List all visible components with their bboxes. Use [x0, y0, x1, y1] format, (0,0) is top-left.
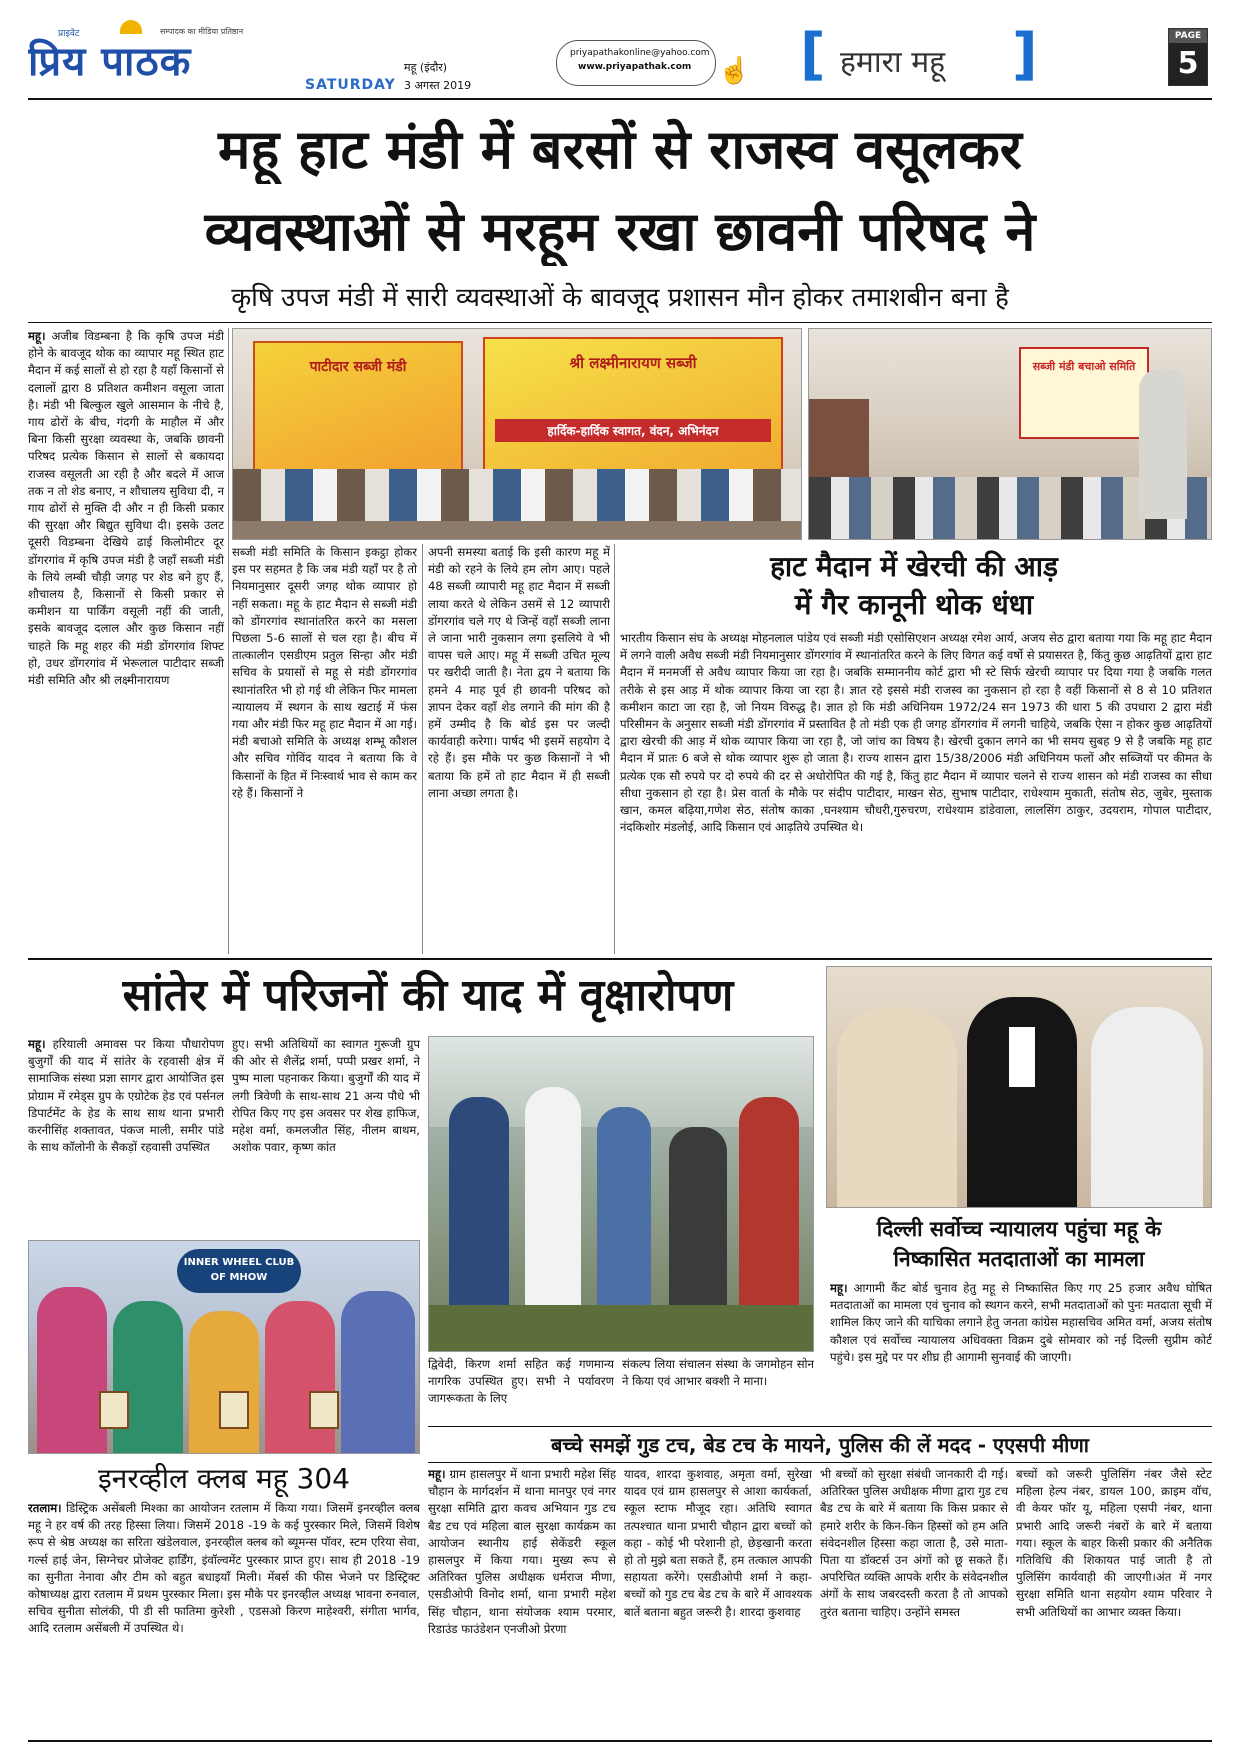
banner-text-c: हार्दिक-हार्दिक स्वागत, वंदन, अभिनंदन — [495, 419, 771, 442]
lead-headline-2: व्यवस्थाओं से मरहूम रखा छावनी परिषद ने — [204, 200, 1036, 263]
police-col1-text: ग्राम हासलपुर में थाना प्रभारी महेश सिंह चौहान के मार्गदर्शन में थाना मानपुर एवं नगर सुरक्षा समिति द्वारा कवच अभियान गुड टच बैड टच एवं महिला बाल सुरक्षा कार्यक्रम का आयोजन स्थानीय हाई सेकेंडरी स्कूल हासलपुर में किया गया। मुख्य रूप से अतिरिक्त पुलिस अधीक्षक धर्मराज मीणा, एसडीओपी विनोद शर्मा, थाना प्रभारी महेश सिंह चौहान, थाना संयोजक श्याम परमार, रिडाउंड फाउंडेशन एनजीओ प्रेरणा — [428, 1467, 616, 1636]
court-dateline: महू। — [830, 1281, 848, 1295]
supreme-court-photo — [826, 966, 1212, 1208]
tree-column-3 — [428, 1356, 614, 1422]
tree-column-1 — [28, 1036, 224, 1234]
section-bracket-right: ] — [1012, 22, 1038, 87]
col-rule — [228, 328, 229, 954]
tree-col2-text: हुए। सभी अतिथियों का स्वागत गुरूजी ग्रुप की ओर से शैलेंद्र शर्मा, पप्पी प्रखर शर्मा, ने पुष्प माला पहनाकर किया। बुजुर्गों की याद में लगी त्रिवेणी के साथ-साथ 21 अन्य पौधे भी रोपित किए गए इस अवसर पर शेख हाफिज, महेश वर्मा, कमलजीत सिंह, नीलम बाथम, अशोक पवार, कृष्ण कांत — [232, 1037, 420, 1155]
court-text — [830, 1280, 1212, 1420]
court-headline-1: दिल्ली सर्वोच्च न्यायालय पहुंचा महू के — [876, 1217, 1162, 1241]
police-headline: बच्चे समझें गुड टच, बेड टच के मायने, पुलिस की लें मदद - एएसपी मीणा — [551, 1433, 1089, 1457]
footer-rule — [28, 1740, 1212, 1742]
tree-plantation-photo — [428, 1036, 814, 1352]
tree-col1-text: हरियाली अमावस पर किया पौधारोपण बुजुर्गों की याद में सांतेर के रहवासी क्षेत्र में सामाजिक संस्था प्रज्ञा सागर द्वारा आयोजित इस प्रोग्राम में रमेड्स ग्रुप के एग्रोटेक हेड एवं पर्सनल डिपार्टमेंट के हेड के साथ साथ थाना प्रभारी करनीसिंह शक्तावत, पंकज माली, समीर पांडे के साथ कॉलोनी के सैकड़ों रहवासी उपस्थित — [28, 1037, 224, 1155]
contact-email: priyapathakonline@yahoo.com — [570, 48, 710, 58]
masthead-divider — [28, 98, 1212, 100]
banner-text-b: श्री लक्ष्मीनारायण सब्जी — [569, 354, 697, 372]
pointing-hand-icon: ☝ — [718, 56, 751, 86]
inner-wheel-photo — [28, 1240, 420, 1454]
tree-col4-text: संकल्प लिया संचालन संस्था के जगमोहन सोन ने किया एवं आभार बक्शी ने माना। — [622, 1357, 814, 1389]
lead-col1-text: अजीब विडम्बना है कि कृषि उपज मंडी होने के बावजूद थोक का व्यापार महू स्थित हाट मैदान में कई सालों से हो रहा है यहाँ किसानों से दलालों द्वारा 8 प्रतिशत कमीशन वसूला जाता है। मंडी भी बिल्कुल खुले आसमान के नीचे है, गाय ढोरों के बीच, गंदगी के माहौल में और बिना किसी सुरक्षा व्यवस्था के, जबकि छावनी परिषद प्रत्येक किसान से सालों से बकायदा राजस्व वसूलती आ रही है और बदले में आज तक न तो शेड बनाए, न शौचालय सुविधा दी, न गाय ढोरों से मुक्ति दी और न ही किसी प्रकार की सुरक्षा और बिद्युत सुविधा दी। इसके उलट दूसरी विडम्बना देखिये ढाई किलोमीटर दूर डोंगरगांव में कृषि उपज मंडी है जहाँ सब्जी मंडी के लिये लम्बी चौड़ी जगह पर शेड बने हुए हैं, शौचालय है, किसानों से किसी प्रकार से कमीशन या पार्किंग वसूली नहीं की जाती, इसके बावजूद दलाल और कुछ किसान नहीं चाहते कि महू शहर की मंडी डोंगरगांव शिफ्ट हो, उधर डोंगरगांव में भेरूलाल पाटीदार सब्जी मंडी समिति और श्री लक्ष्मीनारायण — [28, 329, 224, 688]
masthead — [0, 0, 1240, 98]
logo-title: प्रिय पाठक — [28, 39, 192, 85]
tree-dateline: महू। — [28, 1037, 46, 1051]
col-rule — [614, 544, 615, 954]
samiti-meeting-photo — [808, 328, 1212, 540]
page-label: PAGE — [1169, 29, 1207, 43]
sub-headline-2: में गैर कानूनी थोक धंधा — [794, 588, 1034, 621]
police-dateline: महू। — [428, 1467, 446, 1481]
page-number: 5 — [1169, 43, 1207, 85]
contact-website: www.priyapathak.com — [578, 62, 692, 72]
police-col4-text: बच्चों को जरूरी पुलिसिंग नंबर जैसे स्टेट महिला हेल्प नंबर, डायल 100, क्राइम वॉच, वी केयर फॉर यू, महिला एसपी नंबर, थाना प्रभारी आदि जरूरी नंबरों के बारे में बताया गया। स्कूल के बाहर किसी प्रकार की अनैतिक गतिविधि की शिकायत पाई जाती है तो पुलिसिंग कार्यवाही की जाएगी।अंत में नगर सुरक्षा समिति थाना सहयोग श्याम परिवार ने सभी अतिथियों का आभार व्यक्त किया। — [1016, 1467, 1212, 1619]
lead-sub-body: भारतीय किसान संघ के अध्यक्ष मोहनलाल पांडेय एवं सब्जी मंडी एसोसिएशन अध्यक्ष रमेश आर्य, अजय सेठ द्वारा बताया गया कि महू हाट मैदान में लगने वाली अवैध सब्जी मंडी नियमानुसार डोंगरगांव में स्थानांतरित करने के लिए विगत कई वर्षो से प्रयासरत है, किंतु कुछ आढ़तियों द्वारा हाट मैदान में मनमर्जी से अवैध व्यापार किया जा रहा है। जबकि सम्माननीय कोर्ट द्वारा भी स्टे सिर्फ खेरची व्यापार पर दिया गया है जबकि गलत तरीके से इस आड़ में थोक व्यापार किया जा रहा है। ज्ञात रहे इससे मंडी राजस्व का नुकसान हो रहा है वहीं किसानों से 8 से 10 प्रतिशत कमीशन काटा जा रहा है, जो नियम विरुद्ध है। ज्ञात हो कि मंडी अधिनियम 1972/24 सन 1973 की धारा 5 की उपधारा 2 द्वारा मंडी परिसीमन के अनुसार सब्जी मंडी डोंगरगांव में प्रस्तावित है तो मंडी एक ही जगह डोंगरगांव में लगनी चाहिये, जबकि ऐसा न होकर कुछ आढ़तियों द्वारा खेरची की आड़ में थोक व्यापार किया जा रहा है, जो जांच का विषय है। खेरची दुकान लगने का भी समय सुबह 9 से है जबकि महू हाट मैदान में प्रातः 6 बजे से थोक व्यापार शुरू हो जाता है। राज्य शासन द्वारा 15/38/2006 मंडी अधिनियम फलों और सब्जियों पर कीमत के प्रत्येक एक सौ रुपये पर दो रुपये की दर से अधोरोपित की गई है, किंतु हाट मैदान में व्यापार चलने से राज्य शासन को मंडी राजस्व का सीधा सीधा नुकसान हो रहा है। प्रेस वार्ता के मौके पर संदीप पाटीदार, माखन सेठ, सुभाष पाटीदार, राधेश्याम मुकाती, संतोष सेठ, जुबेर, मुस्ताक खान, कमल बढ़िया,गणेश सेठ, संतोष काका ,घनश्याम चौधरी,गुरुचरण, राधेश्याम डांडेवाला, लालसिंग ठाकुर, उदयराम, गोपाल पाटीदार, नंदकिशोर मंडलोई, आदि किसान एवं आढ़तिये उपस्थित थे। — [620, 631, 1212, 835]
page-box — [1168, 28, 1208, 86]
samiti-banner-text: सब्जी मंडी बचाओ समिति — [1032, 360, 1136, 373]
tree-col3-text: द्विवेदी, किरण शर्मा सहित कई गणमान्य नागरिक उपस्थित हुए। सभी ने पर्यावरण जागरूकता के लिए — [428, 1357, 614, 1406]
sub-headline-1: हाट मैदान में खेरची की आड़ — [770, 550, 1058, 583]
masthead-day: SATURDAY — [305, 77, 396, 93]
police-column-3 — [820, 1466, 1008, 1736]
police-col2-text: यादव, शारदा कुशवाह, अमृता वर्मा, सुरेखा यादव एवं ग्राम हासलपुर से आशा कार्यकर्ता, स्कूल स्टाफ मौजूद रहा। अतिथि स्वागत तत्पश्चात थाना प्रभारी चौहान द्वारा बच्चों को कहा - कोई भी परेशानी हो, छेड़खानी करता हो तो मुझे बता सकते हैं, हम तत्काल आपकी सहायता करेंगे। एसडीओपी शर्मा ने कहा- बच्चों को गुड टच बेड टच के बारे में आवश्यक बातें बताना बहुत जरूरी है। शारदा कुशवाह — [624, 1467, 812, 1619]
section-title: हमारा महू — [840, 45, 946, 80]
lead-column-2 — [232, 544, 417, 954]
logo-sub: सम्पादक का मीडिया प्रतिष्ठान — [160, 27, 244, 36]
police-col3-text: भी बच्चों को सुरक्षा संबंधी जानकारी दी गई। अतिरिक्त पुलिस अधीक्षक मीणा द्वारा गुड टच बैड टच के बारे में बताया कि किस प्रकार से हमारे शरीर के किन-किन हिस्सों को हम अति संवेदनशील हिस्सा कहा जाता है, उसे माता-पिता या डॉक्टर्स उन अंगों को छू सकते हैं। अपरिचित व्यक्ति आपके शरीर के संवेदनशील अंगों के साथ जबरदस्ती करता है तो आपको तुरंत बताना चाहिए। उन्होंने समस्त — [820, 1467, 1008, 1619]
lead-sub-text — [620, 630, 1212, 954]
police-bottom-rule — [428, 1462, 1212, 1463]
inner-wheel-text — [28, 1500, 420, 1730]
col-rule — [422, 544, 423, 954]
inner-wheel-dateline: रतलाम। — [28, 1501, 62, 1515]
tree-column-2 — [232, 1036, 420, 1234]
lead-col3-text: अपनी समस्या बताई कि इसी कारण महू में मंडी को रहने के लिये हम लोग आए। पहले 48 सब्जी व्यापारी महू हाट मैदान में सब्जी लाया करते थे लेकिन उसमें से 12 व्यापारी डोंगरगांव चले गए थे जिन्हें वहाँ सब्जी लाना ले जाना भारी नुकसान लगा इसलिये वे भी वापस चले आए। महू में सब्जी उचित मूल्य पर खरीदी जाती है। नेता द्वय ने बताया कि हमने 4 माह पूर्व ही छावनी परिषद को ज्ञापन देकर वहाँ शेड लगाने की मांग की है हमें उम्मीद है कि बोर्ड इस पर जल्दी कार्यवाही करेगा। पार्षद भी इसमें सहयोग दे रहे हैं। इस मौके पर कुछ किसानों ने भी बताया कि हमें तो हाट मैदान में ही सब्जी लाना अच्छा लगता है। — [428, 545, 610, 800]
banner-text-a: पाटीदार सब्जी मंडी — [309, 359, 407, 375]
police-column-2 — [624, 1466, 812, 1736]
police-top-rule — [428, 1426, 1212, 1427]
tree-column-4 — [622, 1356, 814, 1422]
mandi-meeting-photo — [232, 328, 802, 540]
lead-column-1 — [28, 328, 224, 954]
inner-wheel-body: डिस्ट्रिक असेंबली मिश्का का आयोजन रतलाम में किया गया। जिसमें इनरव्हील क्लब महू ने हर वर्ष की तरह हिस्सा लिया। जिसमें 2018 -19 के कई पुरस्कार मिले, जिसमें विशेष रूप से श्रेष्ठ अध्यक्ष का सरिता खंडेलवाल, इनरव्हील क्लब को ब्यूमन्स पॉवर, स्टम एरिया सेवा, गर्ल्स हाई जेन, सिग्नेचर प्रोजेक्ट हार्डिंग, इंवॉल्वमेंट पुरस्कार प्राप्त हुए। साथ ही 2018 -19 का सुनीता नेनावा और टीम को बहुत बधाइयाँ मिली। मेंबर्स की फीस भेजने पर डिस्ट्रिक्ट कोषाध्यक्ष द्वारा रतलाम में प्रथम पुरस्कार मिला। इस मौके पर इनरव्हील अध्यक्ष भावना रुनवाल, सचिव सुनीता सोलंकी, पी डी सी फातिमा कुरेशी , एडसओ किरण माहेश्वरी, संगीता भार्गव, आदि रतलाम असेंबली में उपस्थित थे। — [28, 1501, 420, 1636]
police-column-4 — [1016, 1466, 1212, 1736]
lead-headline-1: महू हाट मंडी में बरसों से राजस्व वसूलकर — [218, 118, 1022, 181]
lead-col2-text: सब्जी मंडी समिति के किसान इकट्ठा होकर इस पर सहमत है कि जब मंडी यहाँ पर है तो नियमानुसार दूसरी जगह थोक व्यापार हो नहीं सकता। महू के हाट मैदान से सब्जी मंडी को डोंगरगांव स्थानांतरित करने का मसला पिछला 5-6 सालों से चल रहा है। बीच में तात्कालीन एसडीएम प्रतुल सिन्हा और मंडी सचिव के प्रयासों से महू से मंडी डोंगरगांव स्थानांतरित भी हो गई थी लेकिन फिर मामला न्यायालय में स्थगन के साथ खटाई में फंस गया और मंडी फिर महू हाट मैदान में आ गई। मंडी बचाओ समिति के अध्यक्ष शम्भू कौशल और सचिव गोविंद यादव ने बताया कि वे किसानों के हित में निःस्वार्थ भाव से काम कर रहे हैं। किसानों ने — [232, 545, 417, 800]
section-divider — [28, 958, 1212, 960]
court-body: आगामी कैंट बोर्ड चुनाव हेतु महू से निष्कासित किए गए 25 हजार अवैध घोषित मतदाताओं का मामला एवं चुनाव को स्थगन करने, सभी मतदाताओं को पुनः मतदाता सूची में शामिल किए जाने की याचिका लगाने हेतु जनता कांग्रेस महासचिव अमित वर्मा, अजय संतोष कौशल एवं सर्वोच्च न्यायालय अधिवक्ता विक्रम दुबे सोमवार को नई दिल्ली सुप्रीम कोर्ट पहुंचे। इस मुद्दे पर पर शीघ्र ही आगामी सुनवाई की जाएगी। — [830, 1281, 1212, 1364]
section-bracket-left: [ — [800, 22, 826, 87]
tree-headline: सांतेर में परिजनों की याद में वृक्षारोपण — [122, 970, 734, 1021]
police-column-1 — [428, 1466, 616, 1736]
court-headline-2: निष्कासित मतदाताओं का मामला — [893, 1247, 1145, 1271]
lead-subhead: कृषि उपज मंडी में सारी व्यवस्थाओं के बावजूद प्रशासन मौन होकर तमाशबीन बना है — [231, 283, 1009, 313]
inner-wheel-headline: इनरव्हील क्लब महू 304 — [98, 1462, 350, 1495]
masthead-date: 3 अगस्त 2019 — [404, 79, 472, 92]
lead-dateline: महू। — [28, 329, 46, 343]
logo-tagline: प्राइवेट — [58, 29, 80, 39]
lead-divider — [28, 322, 1212, 323]
newspaper-logo — [28, 18, 268, 88]
masthead-city: महू (इंदौर) — [404, 61, 448, 74]
inner-wheel-banner: INNER WHEEL CLUB OF MHOW — [183, 1257, 295, 1283]
lead-column-3 — [428, 544, 610, 954]
